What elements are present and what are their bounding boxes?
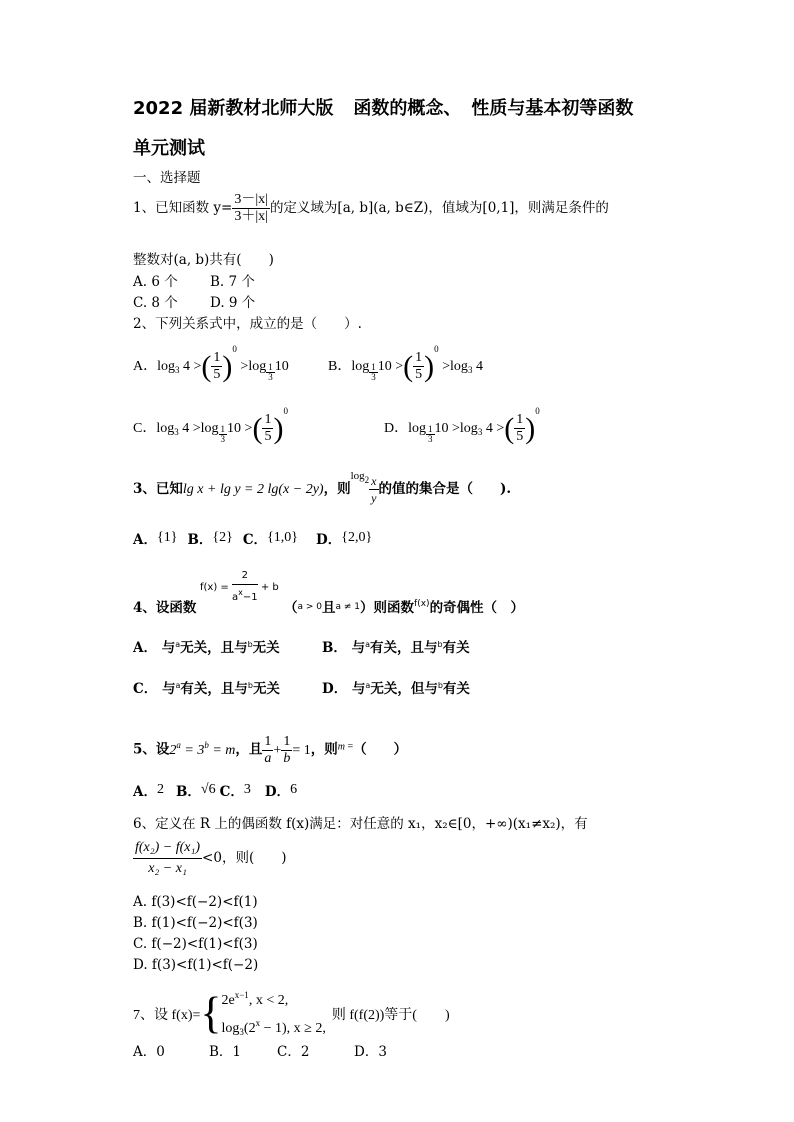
q4-option-c bbox=[133, 677, 280, 697]
q4-function bbox=[200, 568, 279, 606]
q7-option-a: A．0 bbox=[133, 1044, 165, 1060]
base-num: 1 bbox=[268, 362, 273, 372]
q3-option-c: {1,0} bbox=[267, 530, 299, 545]
q6-option-c: C. f(−2)<f(1)<f(3) bbox=[133, 936, 258, 952]
text: 有关 bbox=[442, 681, 470, 697]
label: C． bbox=[133, 681, 158, 697]
gt-sign: > bbox=[496, 421, 505, 436]
frac-num: 1 bbox=[213, 350, 221, 366]
q5-then: ，则 bbox=[310, 741, 338, 758]
left-paren: ( bbox=[201, 349, 212, 383]
log-arg: 10 bbox=[434, 421, 449, 436]
var-b: b bbox=[437, 640, 443, 649]
log-text: log bbox=[351, 359, 370, 374]
right-paren: ) bbox=[273, 411, 284, 445]
q1-fraction bbox=[232, 192, 270, 225]
base-num: 1 bbox=[220, 424, 226, 434]
q5-equation bbox=[169, 739, 236, 758]
cond-b: a ≠ 1 bbox=[335, 602, 361, 612]
text: 与 bbox=[161, 640, 176, 656]
q1-denominator: 3＋|x| bbox=[234, 209, 268, 224]
frac-num: x bbox=[371, 474, 377, 489]
q7-option-d: D．3 bbox=[354, 1044, 387, 1060]
frac-num: 1 bbox=[415, 350, 423, 366]
cond-close: ）则函数 bbox=[360, 600, 415, 616]
question-5 bbox=[133, 734, 407, 767]
text: 无关 bbox=[252, 681, 280, 697]
q1-option-d: D. 9 个 bbox=[210, 295, 256, 311]
var-b: b bbox=[247, 681, 253, 690]
log-text: log bbox=[450, 359, 468, 374]
frac-num: 1 bbox=[264, 734, 272, 749]
q6-stem: 6、定义在 R 上的偶函数 f(x)满足：对任意的 x₁，x₂∈[0，+∞)(x₁≠x₂)，有 bbox=[133, 816, 588, 832]
exponent: 0 bbox=[283, 406, 288, 416]
text: 有关，且与 bbox=[370, 640, 438, 656]
q1-line-2: 整数对(a, b)共有( ) bbox=[133, 252, 274, 268]
q5-eqsign: = bbox=[344, 741, 354, 753]
page-title bbox=[133, 94, 633, 120]
exponent: 0 bbox=[535, 406, 540, 416]
frac-num: 1 bbox=[516, 412, 524, 428]
q3-prefix: 3、已知 bbox=[133, 481, 183, 497]
q3-option-c-label: C． bbox=[242, 532, 268, 548]
q5-option-b: √6 bbox=[200, 782, 216, 797]
q7-cases bbox=[222, 984, 326, 1043]
gt-sign: > bbox=[240, 359, 249, 374]
case1-exp: x−1 bbox=[234, 990, 249, 1000]
base-den: 3 bbox=[428, 434, 433, 444]
text: 与 bbox=[351, 640, 366, 656]
log-base-fraction bbox=[266, 363, 275, 382]
case1-expr: 2e bbox=[221, 993, 235, 1008]
var-a: a bbox=[175, 681, 181, 690]
log-base: 3 bbox=[174, 427, 179, 437]
den-a: a bbox=[232, 592, 239, 603]
q3-option-b: {2} bbox=[212, 530, 233, 545]
base-den: 3 bbox=[371, 372, 376, 382]
case2-tail: − 1), x ≥ 2, bbox=[260, 1021, 326, 1036]
log-arg: 4 bbox=[475, 359, 483, 374]
q5-m: m bbox=[337, 741, 345, 753]
q2-option-c bbox=[133, 406, 288, 445]
q6-fraction bbox=[133, 838, 202, 879]
q5-option-b-label: B． bbox=[175, 784, 201, 800]
var-b: b bbox=[247, 640, 253, 649]
case2-arg: (2 bbox=[243, 1021, 256, 1036]
base-num: 1 bbox=[428, 424, 433, 434]
gt-sign: > bbox=[395, 359, 404, 374]
var-a: a bbox=[365, 681, 371, 690]
q2-option-b bbox=[328, 344, 483, 383]
q5-option-a: 2 bbox=[156, 782, 164, 797]
q2-c-label: C． bbox=[133, 421, 157, 436]
frac-den: x₂ − x₁ bbox=[148, 861, 187, 876]
text: 无关，且与 bbox=[180, 640, 248, 656]
var-b: b bbox=[437, 681, 443, 690]
log-arg: 4 bbox=[485, 421, 493, 436]
den-rest: −1 bbox=[242, 592, 258, 603]
q3-option-a: {1} bbox=[156, 530, 178, 545]
cond-and: 且 bbox=[322, 600, 336, 616]
q6-tail: <0，则( ) bbox=[202, 850, 287, 866]
eq-m: = m bbox=[208, 742, 236, 758]
text: 与 bbox=[161, 681, 176, 697]
q3-option-d-label: D． bbox=[316, 532, 342, 548]
log-base-fraction bbox=[219, 425, 228, 444]
base-den: 3 bbox=[220, 434, 226, 444]
cond-open: （ bbox=[284, 600, 298, 616]
gt-sign: > bbox=[244, 421, 253, 436]
q1-suffix: 的定义域为[a, b](a, b∈Z)，值域为[0,1]，则满足条件的 bbox=[269, 200, 609, 216]
frac-den: b bbox=[283, 751, 291, 766]
log-arg: 4 bbox=[183, 359, 191, 374]
gt-sign: > bbox=[452, 421, 460, 436]
left-paren: ( bbox=[403, 349, 414, 383]
gt-sign: > bbox=[193, 359, 202, 374]
q7-suffix: 则 f(f(2))等于( ) bbox=[331, 1007, 450, 1023]
frac-den: 5 bbox=[213, 367, 221, 383]
log-arg: 10 bbox=[227, 421, 242, 436]
q4-suffix: 的奇偶性（ ） bbox=[429, 600, 525, 616]
exponent: 0 bbox=[434, 344, 439, 354]
frac-den: a bbox=[264, 751, 272, 766]
q3-log-expr bbox=[350, 470, 379, 506]
q4-option-a bbox=[133, 636, 280, 656]
log-text: log bbox=[459, 421, 478, 436]
text: 无关，但与 bbox=[370, 681, 438, 697]
cond-a: a > 0 bbox=[297, 602, 323, 612]
q7-brace: { bbox=[200, 988, 222, 1038]
base-num: 1 bbox=[371, 362, 376, 372]
log-base: 3 bbox=[477, 427, 483, 437]
q2-b-label: B． bbox=[328, 359, 352, 374]
var-a: a bbox=[175, 640, 181, 649]
q5-option-c-label: C． bbox=[219, 784, 244, 800]
log-text: log bbox=[157, 359, 176, 374]
q7-case-2 bbox=[222, 1012, 326, 1043]
title-part-3: 性质与基本初等函数 bbox=[471, 98, 634, 119]
q2-stem: 2、下列关系式中，成立的是（ ）. bbox=[133, 316, 362, 332]
page-subtitle: 单元测试 bbox=[133, 138, 205, 159]
base-2: 2 bbox=[169, 742, 177, 758]
x-over-y bbox=[369, 473, 378, 506]
exp-a: a bbox=[176, 739, 181, 750]
q5-option-d: 6 bbox=[290, 782, 298, 797]
q4-fx: f(x) = bbox=[200, 582, 229, 593]
q4-option-d bbox=[322, 677, 470, 697]
case2-exp: x bbox=[255, 1018, 261, 1028]
q5-mid: ，且 bbox=[235, 741, 263, 758]
frac-den: 5 bbox=[264, 429, 272, 445]
right-paren: ) bbox=[424, 349, 435, 383]
q5-option-a-label: A． bbox=[133, 784, 157, 800]
log-base: 3 bbox=[467, 365, 473, 375]
frac-1-b bbox=[281, 734, 292, 767]
q3-mid: ，则 bbox=[323, 481, 351, 497]
log-arg: 10 bbox=[377, 359, 392, 374]
q4-fraction bbox=[232, 568, 258, 606]
exponent: 0 bbox=[232, 344, 237, 354]
var-a: a bbox=[365, 640, 371, 649]
log-base-fraction bbox=[369, 363, 378, 382]
label: B． bbox=[322, 640, 347, 656]
q2-d-label: D． bbox=[384, 421, 409, 436]
frac-1-5 bbox=[211, 350, 222, 383]
gt-sign: > bbox=[192, 421, 201, 436]
q2-a-label: A． bbox=[133, 359, 158, 374]
eq-mid: = 3 bbox=[180, 742, 205, 758]
q4-option-b bbox=[322, 636, 470, 656]
log-arg: 4 bbox=[182, 421, 190, 436]
case1-cond: , x < 2, bbox=[248, 993, 289, 1008]
log-base-fraction bbox=[426, 425, 435, 444]
frac-num: 1 bbox=[264, 412, 272, 428]
log-text: log bbox=[408, 421, 427, 436]
q7-prefix: 7、设 f(x)= bbox=[133, 1007, 201, 1023]
case2-log: log bbox=[221, 1021, 240, 1036]
log-text: log bbox=[350, 470, 365, 482]
q1-option-b: B. 7 个 bbox=[210, 274, 255, 290]
text: 与 bbox=[351, 681, 366, 697]
q3-option-a-label: A． bbox=[133, 532, 157, 548]
exp-b: b bbox=[204, 739, 209, 750]
frac-den: 5 bbox=[415, 367, 423, 383]
q1-numerator: 3－|x| bbox=[234, 192, 268, 207]
title-part-1: 2022 届新教材北师大版 bbox=[133, 98, 334, 119]
log-text: log bbox=[156, 421, 175, 436]
label: D． bbox=[322, 681, 348, 697]
q5-option-c: 3 bbox=[243, 782, 251, 797]
q2-option-d bbox=[384, 406, 540, 445]
q3-equation: lg x + lg y = 2 lg(x − 2y) bbox=[182, 482, 324, 497]
q6-option-d: D. f(3)<f(1)<f(−2) bbox=[133, 957, 259, 973]
q7-option-c: C．2 bbox=[277, 1044, 310, 1060]
right-paren: ) bbox=[222, 349, 233, 383]
frac-1-a bbox=[262, 734, 273, 767]
frac-num: 2 bbox=[232, 568, 258, 585]
base-den: 3 bbox=[268, 372, 273, 382]
q4-fx2: f(x) bbox=[414, 599, 430, 609]
q3-options bbox=[133, 528, 372, 548]
label: A． bbox=[133, 640, 157, 656]
q1-option-c: C. 8 个 bbox=[133, 295, 178, 311]
q5-option-d-label: D． bbox=[264, 784, 291, 800]
frac-den: 5 bbox=[516, 429, 524, 445]
right-paren: ) bbox=[525, 411, 536, 445]
frac-den: y bbox=[371, 491, 377, 506]
q5-frac-sum bbox=[262, 734, 311, 766]
frac-den bbox=[232, 585, 258, 606]
q4-plus-b: + b bbox=[260, 582, 279, 593]
q4-prefix: 4、设函数 bbox=[133, 600, 197, 616]
q7-case-1 bbox=[222, 984, 326, 1012]
frac-1-5 bbox=[514, 412, 525, 445]
frac-num: f(x₂) − f(x₁) bbox=[133, 838, 202, 859]
log-base: 3 bbox=[175, 365, 180, 375]
q4-condition bbox=[284, 596, 524, 616]
question-1 bbox=[133, 192, 609, 225]
q5-options bbox=[133, 780, 297, 800]
section-heading: 一、选择题 bbox=[133, 170, 201, 186]
q2-option-a bbox=[133, 344, 289, 383]
text: 无关 bbox=[252, 640, 280, 656]
frac-1-5 bbox=[262, 412, 273, 445]
left-paren: ( bbox=[504, 411, 515, 445]
q3-option-d: {2,0} bbox=[341, 530, 373, 545]
question-7 bbox=[133, 984, 450, 1043]
question-3 bbox=[133, 470, 511, 506]
q6-condition bbox=[133, 838, 286, 879]
left-paren: ( bbox=[252, 411, 263, 445]
q3-option-b-label: B． bbox=[187, 532, 213, 548]
frac-num: 1 bbox=[283, 734, 291, 749]
q5-suffix: （ ） bbox=[353, 741, 408, 758]
q3-suffix: 的值的集合是（ ). bbox=[378, 481, 512, 497]
plus: + bbox=[273, 742, 282, 758]
text: 有关，且与 bbox=[180, 681, 248, 697]
log-text: log bbox=[248, 359, 267, 374]
case2-base: 3 bbox=[239, 1027, 244, 1037]
log-base: 2 bbox=[364, 475, 370, 485]
q1-prefix: 1、已知函数 y= bbox=[133, 200, 233, 216]
equals-one: = 1 bbox=[292, 742, 311, 758]
q1-option-a: A. 6 个 bbox=[133, 274, 178, 290]
q6-option-b: B. f(1)<f(−2)<f(3) bbox=[133, 915, 258, 931]
log-arg: 10 bbox=[274, 359, 289, 374]
log-text: log bbox=[200, 421, 219, 436]
q7-option-b: B．1 bbox=[209, 1044, 242, 1060]
text: 有关 bbox=[442, 640, 470, 656]
gt-sign: > bbox=[442, 359, 451, 374]
q5-prefix: 5、设 bbox=[133, 741, 170, 758]
title-part-2: 函数的概念、 bbox=[353, 98, 462, 119]
den-exp: x bbox=[238, 588, 243, 597]
q6-option-a: A. f(3)<f(−2)<f(1) bbox=[133, 894, 258, 910]
frac-1-5 bbox=[413, 350, 424, 383]
